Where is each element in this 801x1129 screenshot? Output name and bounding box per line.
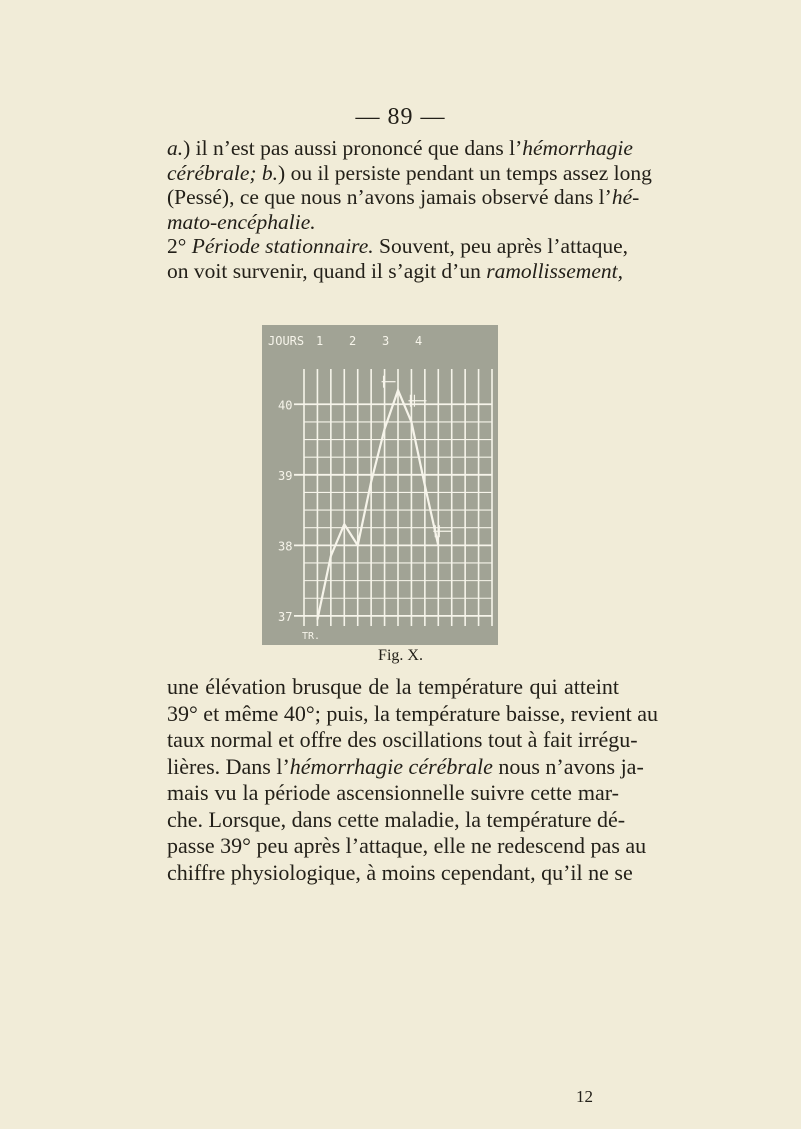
italic-text: Période stationnaire. [191,234,374,259]
text-run: ) ou il persiste pendant un temps assez long [278,160,652,185]
text-run: mais vu la période ascensionnelle suivre cette mar- [167,780,619,805]
data-point [343,523,345,525]
y-tick-label: 37 [278,609,293,624]
signature-mark: 12 [576,1087,593,1106]
text-line [167,136,633,161]
text-line [167,185,640,210]
text-line [167,806,626,834]
temperature-chart-figure [262,325,498,645]
text-line [167,234,629,259]
text-run: passe 39° peu après l’attaque, elle ne redescend pas au [167,833,647,858]
text-run: 2° [167,234,192,259]
y-tick-label: 38 [278,539,293,554]
data-point [437,544,439,546]
paragraph-bottom [167,674,659,886]
text-line [167,674,619,701]
italic-text: hé- [611,185,640,210]
text-line [167,160,652,186]
text-line [167,727,638,754]
day-label: 2 [349,334,357,348]
data-point [384,428,386,430]
text-line [167,780,619,807]
day-label: 1 [316,334,324,348]
chart-plate [262,325,498,645]
header-label: JOURS [268,334,305,348]
text-run: une élévation brusque de la température qui atteint [167,674,619,699]
text-line [167,258,623,284]
text-run: taux normal et offre des oscillations tout à fait irrégu- [167,727,638,752]
text-run: 39° et même 40°; puis, la température baisse, revient au [167,700,659,726]
day-label: 3 [382,334,390,348]
text-run: che. Lorsque, dans cette maladie, la température dé- [167,806,626,832]
italic-text: cérébrale; b. [167,160,279,185]
text-run: (Pessé), ce que nous n’avons jamais observé dans l’ [167,185,612,210]
text-run: on voit survenir, quand il s’agit d’un [167,258,487,283]
day-label: 4 [415,334,423,348]
paragraph-top [167,136,652,284]
figure-caption: Fig. X. [378,647,423,664]
data-point [424,484,426,486]
text-line [167,700,659,728]
text-run: nous n’avons ja- [492,753,644,779]
data-point [397,389,399,391]
data-point [411,421,413,423]
italic-text: mato-encéphalie. [167,209,316,234]
text-run: Souvent, peu après l’attaque, [373,234,629,259]
italic-text: hémorrhagie cérébrale [289,753,493,779]
italic-text: a. [167,136,184,160]
text-line [167,833,647,860]
text-run: ) il n’est pas aussi prononcé que dans l’ [183,136,523,160]
text-run: lières. Dans l’ [167,753,290,779]
page-number: — 89 — [355,104,446,130]
data-point [317,619,319,621]
data-point [330,555,332,557]
italic-text: hémorrhagie [522,136,633,160]
data-point [357,544,359,546]
y-tick-label: 40 [278,398,293,413]
y-tick-label: 39 [278,468,293,483]
text-line [167,753,644,781]
text-run: chiffre physiologique, à moins cependant, qu’il ne se [167,859,633,885]
italic-text: ramollissement, [486,258,623,283]
text-line [167,210,619,235]
bottom-label: TR. [302,631,321,642]
text-line [167,859,633,887]
data-point [370,481,372,483]
